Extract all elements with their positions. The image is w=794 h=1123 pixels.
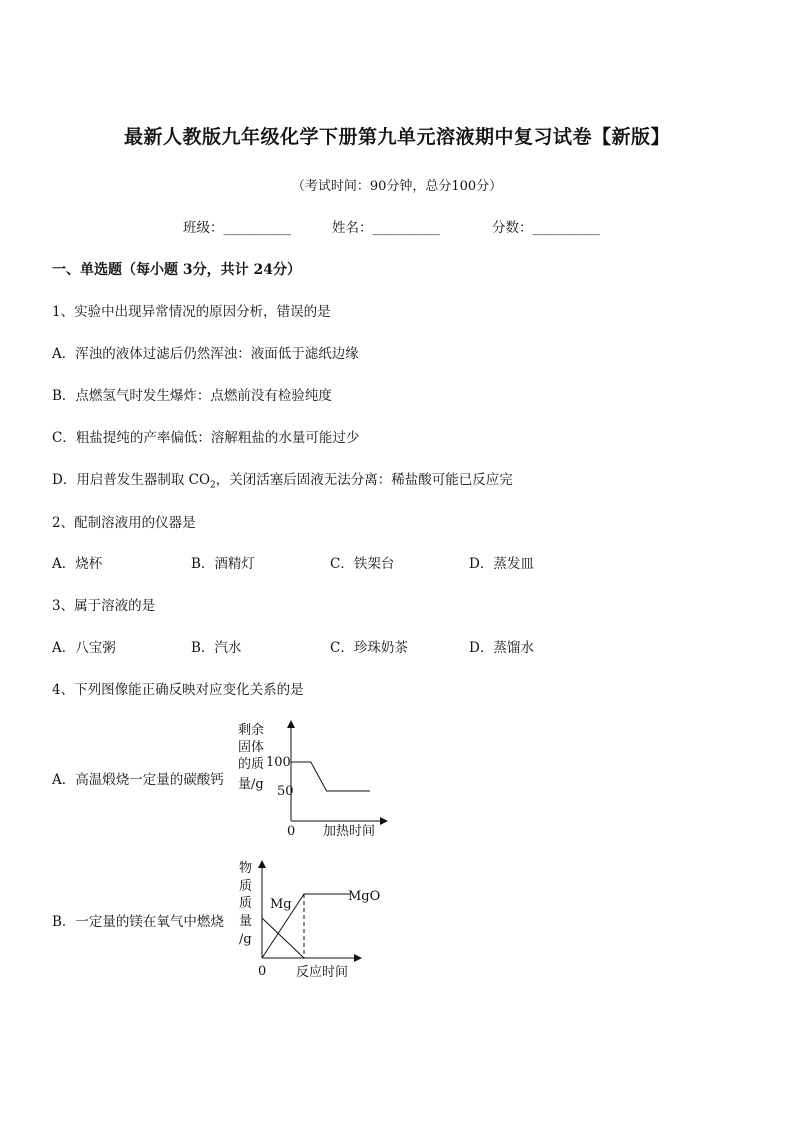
graph-a-tick-50: 50 <box>277 784 294 799</box>
question-3-option-b: B．汽水 <box>191 640 242 656</box>
graph-a-ylabel-line-3: 的质 <box>238 757 265 772</box>
question-2-option-a: A．烧杯 <box>52 556 103 572</box>
option-d-text-post: ，关闭活塞后固液无法分离：稀盐酸可能已反应完 <box>215 472 513 488</box>
question-3-option-d: D．蒸馏水 <box>469 640 534 656</box>
question-2-stem: 2、配制溶液用的仪器是 <box>52 515 196 531</box>
graph-b-mg-line <box>262 918 304 958</box>
question-1-option-a: A．浑浊的液体过滤后仍然浑浊：液面低于滤纸边缘 <box>52 346 359 362</box>
graph-b-mgo-label: MgO <box>348 889 381 904</box>
graph-b-ylabel-line-4: 量 <box>239 914 253 929</box>
page-title: 最新人教版九年级化学下册第九单元溶液期中复习试卷【新版】 <box>123 126 670 148</box>
graph-a-ylabel-line-2: 固体 <box>238 740 265 755</box>
graph-a-mass-line <box>291 762 370 791</box>
graph-b-origin: 0 <box>258 964 267 979</box>
graph-a-tick-100: 100 <box>266 755 291 770</box>
graph-a-origin: 0 <box>287 824 296 839</box>
question-4-option-a: A．高温煅烧一定量的碳酸钙 <box>52 772 224 788</box>
graph-b-combustion-chart <box>232 856 392 982</box>
graph-b-ylabel-line-1: 物 <box>239 861 253 876</box>
question-1-option-b: B．点燃氢气时发生爆炸：点燃前没有检验纯度 <box>52 388 332 404</box>
score-field: 分数：__________ <box>492 220 600 236</box>
question-3-stem: 3、属于溶液的是 <box>52 598 156 614</box>
question-4-stem: 4、下列图像能正确反映对应变化关系的是 <box>52 682 304 698</box>
question-1-option-c: C．粗盐提纯的产率偏低：溶解粗盐的水量可能过少 <box>52 430 360 446</box>
graph-b-mg-label: Mg <box>270 897 292 912</box>
question-1-option-d <box>52 468 513 491</box>
question-3-option-c: C．珍珠奶茶 <box>330 640 408 656</box>
exam-subtitle: （考试时间：90分钟，总分100分） <box>291 179 503 194</box>
question-3-option-a: A．八宝粥 <box>52 640 116 656</box>
graph-b-ylabel-line-3: 质 <box>239 896 253 911</box>
question-2-option-b: B．酒精灯 <box>191 556 255 572</box>
option-d-text-pre: D．用启普发生器制取 CO <box>52 472 211 488</box>
graph-a-ylabel-line-1: 剩余 <box>238 723 265 738</box>
question-2-option-d: D．蒸发皿 <box>469 556 534 572</box>
class-field: 班级：__________ <box>183 220 291 236</box>
question-1-stem: 1、实验中出现异常情况的原因分析，错误的是 <box>52 304 331 320</box>
graph-a-xlabel: 加热时间 <box>323 824 376 839</box>
graph-a-calcination-chart <box>232 718 392 842</box>
question-4-option-b: B．一定量的镁在氧气中燃烧 <box>52 914 224 930</box>
name-field: 姓名：__________ <box>332 220 440 236</box>
graph-a-ylabel-line-4: 量/g <box>238 777 264 792</box>
co2-subscript: 2 <box>210 480 216 491</box>
graph-b-ylabel-line-5: /g <box>239 932 252 947</box>
graph-b-ylabel-line-2: 质 <box>239 879 253 894</box>
section-heading: 一、单选题（每小题 3分，共计 24分） <box>52 262 301 278</box>
question-2-option-c: C．铁架台 <box>330 556 395 572</box>
graph-b-xlabel: 反应时间 <box>296 965 349 980</box>
